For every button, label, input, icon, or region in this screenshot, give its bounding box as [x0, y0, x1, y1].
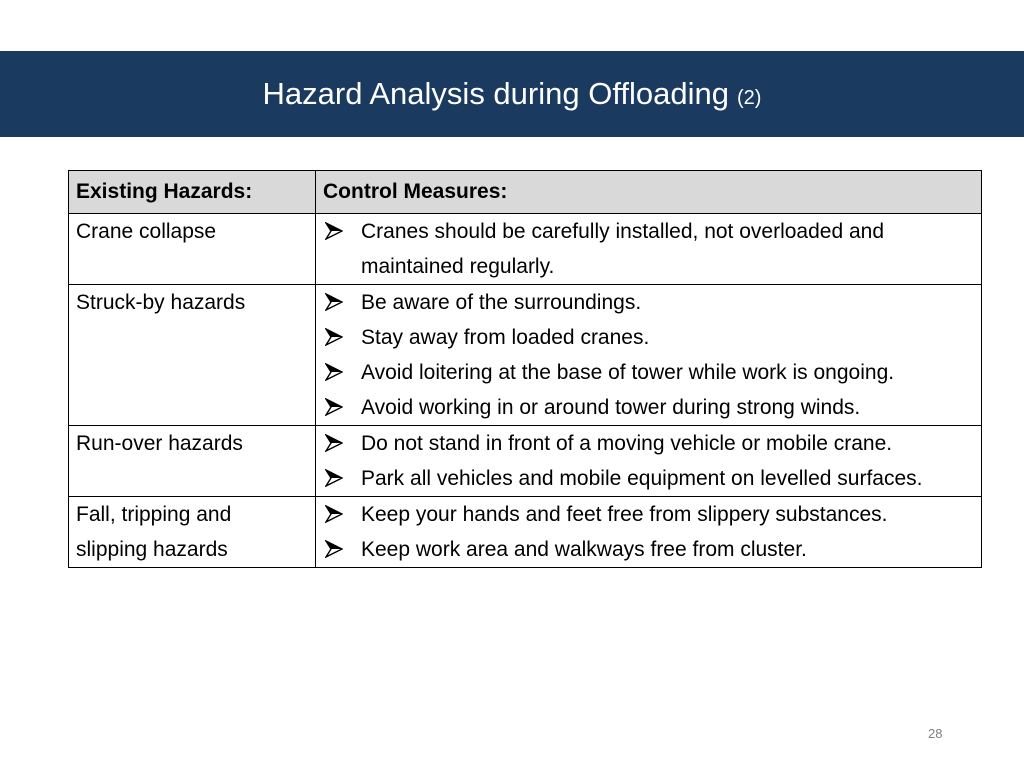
- measure-text: Avoid working in or around tower during strong winds.: [361, 396, 861, 419]
- page-number: 28: [928, 726, 943, 741]
- measures-list: [323, 497, 974, 567]
- arrow-bullet-icon: [325, 398, 343, 416]
- measure-item: [323, 532, 974, 567]
- slide-title: [263, 76, 762, 112]
- measure-item: [323, 285, 974, 320]
- measure-text: Avoid loitering at the base of tower while work is ongoing.: [361, 361, 895, 384]
- measures-cell: [316, 285, 982, 426]
- arrow-bullet-icon: [325, 293, 343, 311]
- arrow-bullet-icon: [325, 469, 343, 487]
- hazard-cell: Crane collapse: [69, 214, 316, 285]
- measure-item: [323, 461, 974, 496]
- measure-item: [323, 355, 974, 390]
- measure-item: [323, 320, 974, 355]
- hazard-cell: Struck-by hazards: [69, 285, 316, 426]
- measure-item: [323, 497, 974, 532]
- hazard-cell: Run-over hazards: [69, 426, 316, 497]
- measure-text: Do not stand in front of a moving vehicle or mobile crane.: [361, 432, 893, 455]
- arrow-bullet-icon: [325, 540, 343, 558]
- measures-list: [323, 285, 974, 425]
- hazard-cell: Fall, tripping and slipping hazards: [69, 497, 316, 568]
- header-control-measures: Control Measures:: [316, 171, 982, 214]
- hazard-table: [68, 170, 982, 568]
- measure-text: Stay away from loaded cranes.: [361, 326, 650, 349]
- measure-text: Cranes should be carefully installed, not overloaded and maintained regularly.: [361, 220, 885, 278]
- slide-title-suffix: (2): [736, 87, 762, 109]
- measure-text: Keep work area and walkways free from cluster.: [361, 538, 807, 561]
- table-row: [69, 497, 982, 568]
- measure-item: [323, 390, 974, 425]
- table-row: [69, 214, 982, 285]
- arrow-bullet-icon: [325, 505, 343, 523]
- measure-text: Park all vehicles and mobile equipment on levelled surfaces.: [361, 467, 923, 490]
- measures-list: [323, 426, 974, 496]
- header-existing-hazards: Existing Hazards:: [69, 171, 316, 214]
- measures-cell: [316, 426, 982, 497]
- table-row: [69, 426, 982, 497]
- measure-text: Be aware of the surroundings.: [361, 291, 642, 314]
- arrow-bullet-icon: [325, 363, 343, 381]
- table-row: [69, 285, 982, 426]
- measures-cell: [316, 214, 982, 285]
- arrow-bullet-icon: [325, 328, 343, 346]
- table-body: [69, 214, 982, 568]
- arrow-bullet-icon: [325, 434, 343, 452]
- measure-text: Keep your hands and feet free from slippery substances.: [361, 503, 888, 526]
- slide-title-main: Hazard Analysis during Offloading: [262, 76, 729, 111]
- measures-list: [323, 214, 974, 284]
- measure-item: [323, 426, 974, 461]
- measures-cell: [316, 497, 982, 568]
- measure-item: [323, 214, 974, 284]
- arrow-bullet-icon: [325, 222, 343, 240]
- table-header-row: [69, 171, 982, 214]
- title-bar: [0, 51, 1024, 137]
